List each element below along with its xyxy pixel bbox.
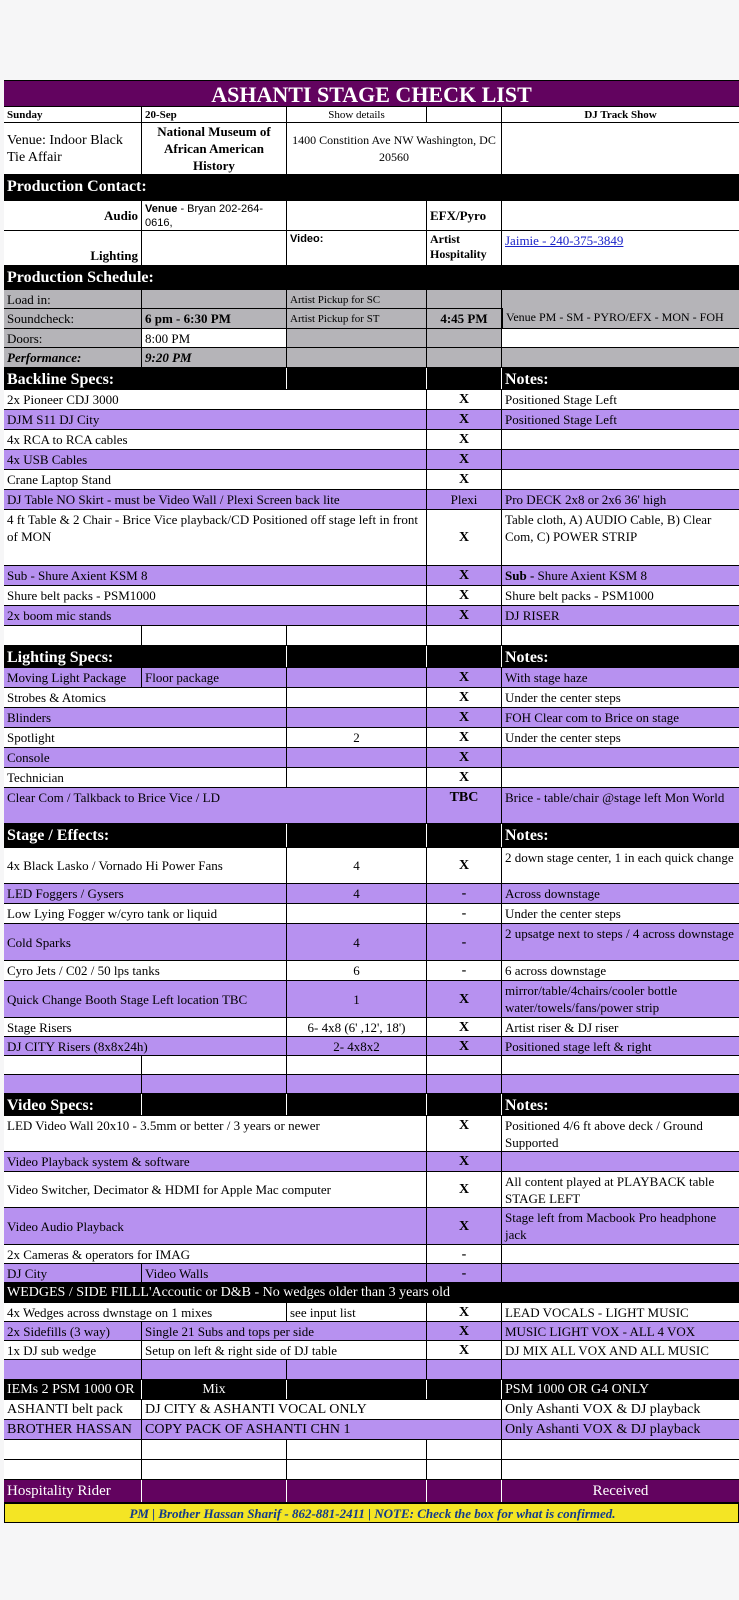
list-item (4, 728, 739, 748)
spacer-row (4, 626, 739, 646)
item-check[interactable]: X (427, 1116, 502, 1151)
item-name: Sub - Shure Axient KSM 8 (4, 566, 427, 585)
item-check[interactable]: X (427, 450, 502, 469)
spacer-row (4, 1056, 739, 1075)
item-qty: 4 (287, 924, 427, 960)
item-note: All content played at PLAYBACK table STAGE LEFT (505, 1174, 715, 1206)
spacer-row (4, 1075, 739, 1094)
spacer-row (4, 1360, 739, 1380)
item-note: Across downstage (505, 886, 600, 901)
item-name: DJ CITY Risers (8x8x24h) (4, 1037, 287, 1055)
item-check[interactable]: X (427, 748, 502, 767)
page-title: ASHANTI STAGE CHECK LIST (211, 82, 532, 106)
hospitality-status: Received (592, 1483, 649, 1499)
hospitality-label: Hospitality Rider (4, 1480, 142, 1502)
list-item (4, 1018, 739, 1037)
footer-note: PM | Brother Hassan Sharif - 862-881-2411 | NOTE: Check the box for what is confirmed. (129, 1506, 616, 1521)
item-note: MUSIC LIGHT VOX - ALL 4 VOX (505, 1324, 696, 1339)
list-item (4, 1400, 739, 1420)
list-item (4, 430, 739, 450)
lighting-contact-row (4, 231, 739, 266)
item-qty (287, 748, 427, 767)
list-item (4, 924, 739, 961)
production-schedule-heading: Production Schedule: (7, 269, 154, 286)
item-note: 2 upsatge next to steps / 4 across downstage (505, 926, 734, 941)
item-name: Strobes & Atomics (4, 688, 287, 707)
item-note (502, 430, 739, 449)
list-item (4, 410, 739, 430)
item-check[interactable]: X (427, 1172, 502, 1207)
list-item (4, 490, 739, 510)
item-note: Artist riser & DJ riser (505, 1020, 619, 1035)
lighting-label: Lighting (4, 231, 142, 265)
item-check[interactable]: X (427, 1341, 502, 1359)
venue-description: Venue: Indoor Black Tie Affair (4, 123, 142, 174)
item-note: Under the center steps (505, 906, 621, 921)
item-note: Positioned Stage Left (505, 392, 617, 407)
item-name: 4x RCA to RCA cables (4, 430, 427, 449)
item-name: DJ City (4, 1264, 142, 1282)
iems-mix-label: Mix (142, 1380, 287, 1399)
list-item (4, 1303, 739, 1322)
item-name: 1x DJ sub wedge (4, 1341, 142, 1359)
item-note: Only Ashanti VOX & DJ playback (505, 1422, 701, 1437)
item-note: Positioned Stage Left (505, 412, 617, 427)
item-check[interactable]: X (427, 586, 502, 605)
list-item (4, 961, 739, 981)
list-item (4, 510, 739, 566)
video-heading: Video Specs: (4, 1094, 142, 1115)
list-item (4, 1420, 739, 1440)
performance-time: 9:20 PM (142, 348, 287, 367)
title-bar (4, 80, 739, 107)
item-name: Stage Risers (4, 1018, 287, 1036)
item-check[interactable]: X (427, 708, 502, 727)
list-item (4, 1322, 739, 1341)
item-detail: Video Walls (142, 1264, 427, 1282)
item-note (502, 470, 739, 489)
spacer-row (4, 1440, 739, 1460)
item-check[interactable]: X (427, 1208, 502, 1244)
item-qty: 2- 4x8x2 (287, 1037, 427, 1055)
item-name: Console (4, 748, 287, 767)
audio-contact: Venue - Bryan 202-264-0616, (142, 201, 287, 230)
list-item (4, 1037, 739, 1056)
item-check[interactable]: - (427, 961, 502, 980)
item-name: 2x boom mic stands (4, 606, 427, 625)
item-note: Positioned stage left & right (505, 1039, 652, 1054)
soundcheck-time: 6 pm - 6:30 PM (142, 309, 287, 328)
footer-note-row (4, 1503, 739, 1523)
event-day: Sunday (4, 107, 142, 122)
iems-heading: IEMs 2 PSM 1000 OR (4, 1380, 142, 1399)
item-note: Table cloth, A) AUDIO Cable, B) Clear Com, C) POWER STRIP (505, 512, 712, 544)
item-name: Low Lying Fogger w/cyro tank or liquid (4, 904, 287, 923)
list-item (4, 1245, 739, 1264)
item-note: Sub - Shure Axient KSM 8 (505, 568, 647, 583)
item-check[interactable]: - (427, 884, 502, 903)
item-note: Stage left from Macbook Pro headphone jack (505, 1210, 717, 1242)
item-qty: 4 (287, 884, 427, 903)
item-name: Cyro Jets / C02 / 50 lps tanks (4, 961, 287, 980)
item-qty (287, 668, 427, 687)
item-note (502, 1245, 739, 1263)
backline-header (4, 368, 739, 390)
item-name: Blinders (4, 708, 287, 727)
production-contact-header (4, 175, 739, 201)
list-item (4, 708, 739, 728)
list-item (4, 1208, 739, 1245)
show-details-label: Show details (287, 107, 427, 122)
item-check[interactable]: X (427, 1152, 502, 1171)
item-name: ASHANTI belt pack (4, 1400, 142, 1419)
item-note (502, 768, 739, 787)
item-check[interactable]: - (427, 924, 502, 960)
item-note: DJ RISER (505, 608, 560, 623)
item-name: LED Video Wall 20x10 - 3.5mm or better / 3 years or newer (4, 1116, 427, 1151)
item-qty: 6- 4x8 (6' ,12', 18') (287, 1018, 427, 1036)
lighting-header (4, 646, 739, 668)
hospitality-row (4, 1480, 739, 1503)
item-detail: Floor package (142, 668, 287, 687)
list-item (4, 668, 739, 688)
venue-row (4, 123, 739, 175)
stage-effects-header (4, 824, 739, 848)
item-qty: 4 (287, 848, 427, 883)
item-note (502, 748, 739, 767)
list-item (4, 606, 739, 626)
performance-row (4, 348, 739, 368)
item-name: 4x Black Lasko / Vornado Hi Power Fans (4, 848, 287, 883)
video-header (4, 1094, 739, 1116)
item-note: Pro DECK 2x8 or 2x6 36' high (505, 492, 667, 507)
artist-hospitality-label: Artist Hospitality (427, 231, 502, 265)
item-name: Shure belt packs - PSM1000 (4, 586, 427, 605)
list-item (4, 748, 739, 768)
item-check[interactable]: X (427, 1018, 502, 1036)
item-name: DJ Table NO Skirt - must be Video Wall / Plexi Screen back lite (4, 490, 427, 509)
efx-label: EFX/Pyro (427, 201, 502, 230)
list-item (4, 904, 739, 924)
item-note (502, 450, 739, 469)
item-qty (287, 708, 427, 727)
item-name: Cold Sparks (4, 924, 287, 960)
item-name: Clear Com / Talkback to Brice Vice / LD (4, 788, 427, 823)
item-qty: 2 (287, 728, 427, 747)
item-name: DJM S11 DJ City (4, 410, 427, 429)
iems-note-heading: PSM 1000 OR G4 ONLY (505, 1382, 650, 1397)
item-note: Shure belt packs - PSM1000 (505, 588, 654, 603)
item-check[interactable]: X (427, 728, 502, 747)
list-item (4, 788, 739, 824)
item-mix: DJ CITY & ASHANTI VOCAL ONLY (142, 1400, 502, 1419)
item-qty: 6 (287, 961, 427, 980)
item-check[interactable]: X (427, 1303, 502, 1321)
production-contact-heading: Production Contact: (7, 178, 147, 195)
item-name: BROTHER HASSAN (4, 1420, 142, 1439)
item-note: mirror/table/4chairs/cooler bottle water/towels/fans/power strip (505, 983, 678, 1015)
soundcheck-label: Soundcheck: (4, 309, 142, 328)
item-name: Video Audio Playback (4, 1208, 427, 1244)
audio-contact-row (4, 201, 739, 231)
spacer-row (4, 1460, 739, 1480)
artist-hospitality-contact[interactable]: Jaimie - 240-375-3849 (505, 233, 624, 248)
backline-heading: Backline Specs: (4, 368, 287, 389)
list-item (4, 470, 739, 490)
venue-roles-note: Venue PM - SM - PYRO/EFX - MON - FOH (502, 308, 739, 346)
item-check[interactable]: X (427, 470, 502, 489)
video-notes-heading: Notes: (505, 1097, 549, 1114)
item-check[interactable]: X (427, 510, 502, 565)
item-mix: COPY PACK OF ASHANTI CHN 1 (142, 1420, 502, 1439)
item-name: LED Foggers / Gysers (4, 884, 287, 903)
item-name: 4x Wedges across dwnstage on 1 mixes (4, 1303, 287, 1321)
venue-address: 1400 Constition Ave NW Washington, DC 20560 (287, 123, 502, 174)
item-detail: Setup on left & right side of DJ table (142, 1341, 427, 1359)
list-item (4, 1172, 739, 1208)
item-note: 2 down stage center, 1 in each quick change (505, 850, 734, 865)
artist-pickup-sc: Artist Pickup for SC (287, 290, 427, 308)
list-item (4, 1116, 739, 1152)
item-note: Under the center steps (505, 730, 621, 745)
load-in-label: Load in: (4, 290, 142, 308)
item-note (502, 1152, 739, 1171)
item-check[interactable]: X (427, 848, 502, 883)
item-detail: see input list (287, 1303, 427, 1321)
item-check[interactable]: X (427, 668, 502, 687)
item-name: Spotlight (4, 728, 287, 747)
performance-label: Performance: (4, 348, 142, 367)
venue-name: National Museum of African American History (142, 123, 287, 174)
doors-time: 8:00 PM (142, 329, 287, 347)
item-name: Crane Laptop Stand (4, 470, 427, 489)
doors-label: Doors: (4, 329, 142, 347)
item-name: 2x Pioneer CDJ 3000 (4, 390, 427, 409)
item-check[interactable]: X (427, 606, 502, 625)
wedges-heading: WEDGES / SIDE FILLL'Accoutic or D&B - No wedges older than 3 years old (7, 1285, 451, 1300)
item-check[interactable]: X (427, 1037, 502, 1055)
item-note: Under the center steps (505, 690, 621, 705)
item-note: DJ MIX ALL VOX AND ALL MUSIC (505, 1343, 709, 1358)
item-check[interactable]: - (427, 904, 502, 923)
item-qty (287, 688, 427, 707)
wedges-header (4, 1283, 739, 1303)
item-name: Moving Light Package (4, 668, 142, 687)
audio-label: Audio (4, 201, 142, 230)
list-item (4, 1264, 739, 1283)
item-note: LEAD VOCALS - LIGHT MUSIC (505, 1305, 689, 1320)
lighting-heading: Lighting Specs: (4, 646, 287, 667)
pickup-time: 4:45 PM (427, 309, 502, 328)
item-note: FOH Clear com to Brice on stage (505, 710, 680, 725)
load-in-row (4, 290, 739, 309)
list-item (4, 390, 739, 410)
item-check[interactable]: X (427, 981, 502, 1017)
item-qty (287, 904, 427, 923)
item-check[interactable]: TBC (427, 788, 502, 823)
item-detail: Single 21 Subs and tops per side (142, 1322, 427, 1340)
item-note: Only Ashanti VOX & DJ playback (505, 1402, 701, 1417)
lighting-notes-heading: Notes: (505, 649, 549, 666)
video-label: Video: (287, 231, 427, 265)
item-name: Quick Change Booth Stage Left location TBC (4, 981, 287, 1017)
item-note: Positioned 4/6 ft above deck / Ground Supported (505, 1118, 703, 1150)
event-row (4, 107, 739, 123)
item-note: Brice - table/chair @stage left Mon World (505, 790, 725, 805)
item-check[interactable]: - (427, 1245, 502, 1263)
event-date: 20-Sep (142, 107, 287, 122)
list-item (4, 566, 739, 586)
stage-checklist-sheet (4, 80, 739, 1523)
item-note (502, 1264, 739, 1282)
list-item (4, 1341, 739, 1360)
item-name: Video Switcher, Decimator & HDMI for Apple Mac computer (4, 1172, 427, 1207)
item-check[interactable]: X (427, 688, 502, 707)
list-item (4, 1152, 739, 1172)
item-qty: 1 (287, 981, 427, 1017)
list-item (4, 848, 739, 884)
backline-notes-heading: Notes: (505, 371, 549, 388)
item-check[interactable]: X (427, 566, 502, 585)
production-schedule-header (4, 266, 739, 290)
show-type: DJ Track Show (584, 109, 657, 121)
iems-header (4, 1380, 739, 1400)
artist-pickup-st: Artist Pickup for ST (287, 309, 427, 328)
doors-row (4, 328, 739, 348)
item-note: With stage haze (505, 670, 588, 685)
item-qty (287, 768, 427, 787)
item-name: 4x USB Cables (4, 450, 427, 469)
item-check[interactable]: Plexi (427, 490, 502, 509)
item-name: 2x Cameras & operators for IMAG (4, 1245, 427, 1263)
list-item (4, 688, 739, 708)
item-check[interactable]: X (427, 410, 502, 429)
item-note: 6 across downstage (505, 963, 607, 978)
item-name: 4 ft Table & 2 Chair - Brice Vice playback/CD Positioned off stage left in front of MON (4, 510, 427, 565)
item-name: 2x Sidefills (3 way) (4, 1322, 142, 1340)
item-name: Technician (4, 768, 287, 787)
item-check[interactable]: X (427, 768, 502, 787)
item-check[interactable]: X (427, 390, 502, 409)
item-check[interactable]: X (427, 1322, 502, 1340)
list-item (4, 981, 739, 1018)
item-check[interactable]: X (427, 430, 502, 449)
list-item (4, 450, 739, 470)
list-item (4, 586, 739, 606)
list-item (4, 768, 739, 788)
list-item (4, 884, 739, 904)
item-check[interactable]: - (427, 1264, 502, 1282)
stage-effects-heading: Stage / Effects: (4, 824, 287, 847)
item-name: Video Playback system & software (4, 1152, 427, 1171)
stage-notes-heading: Notes: (505, 827, 549, 844)
